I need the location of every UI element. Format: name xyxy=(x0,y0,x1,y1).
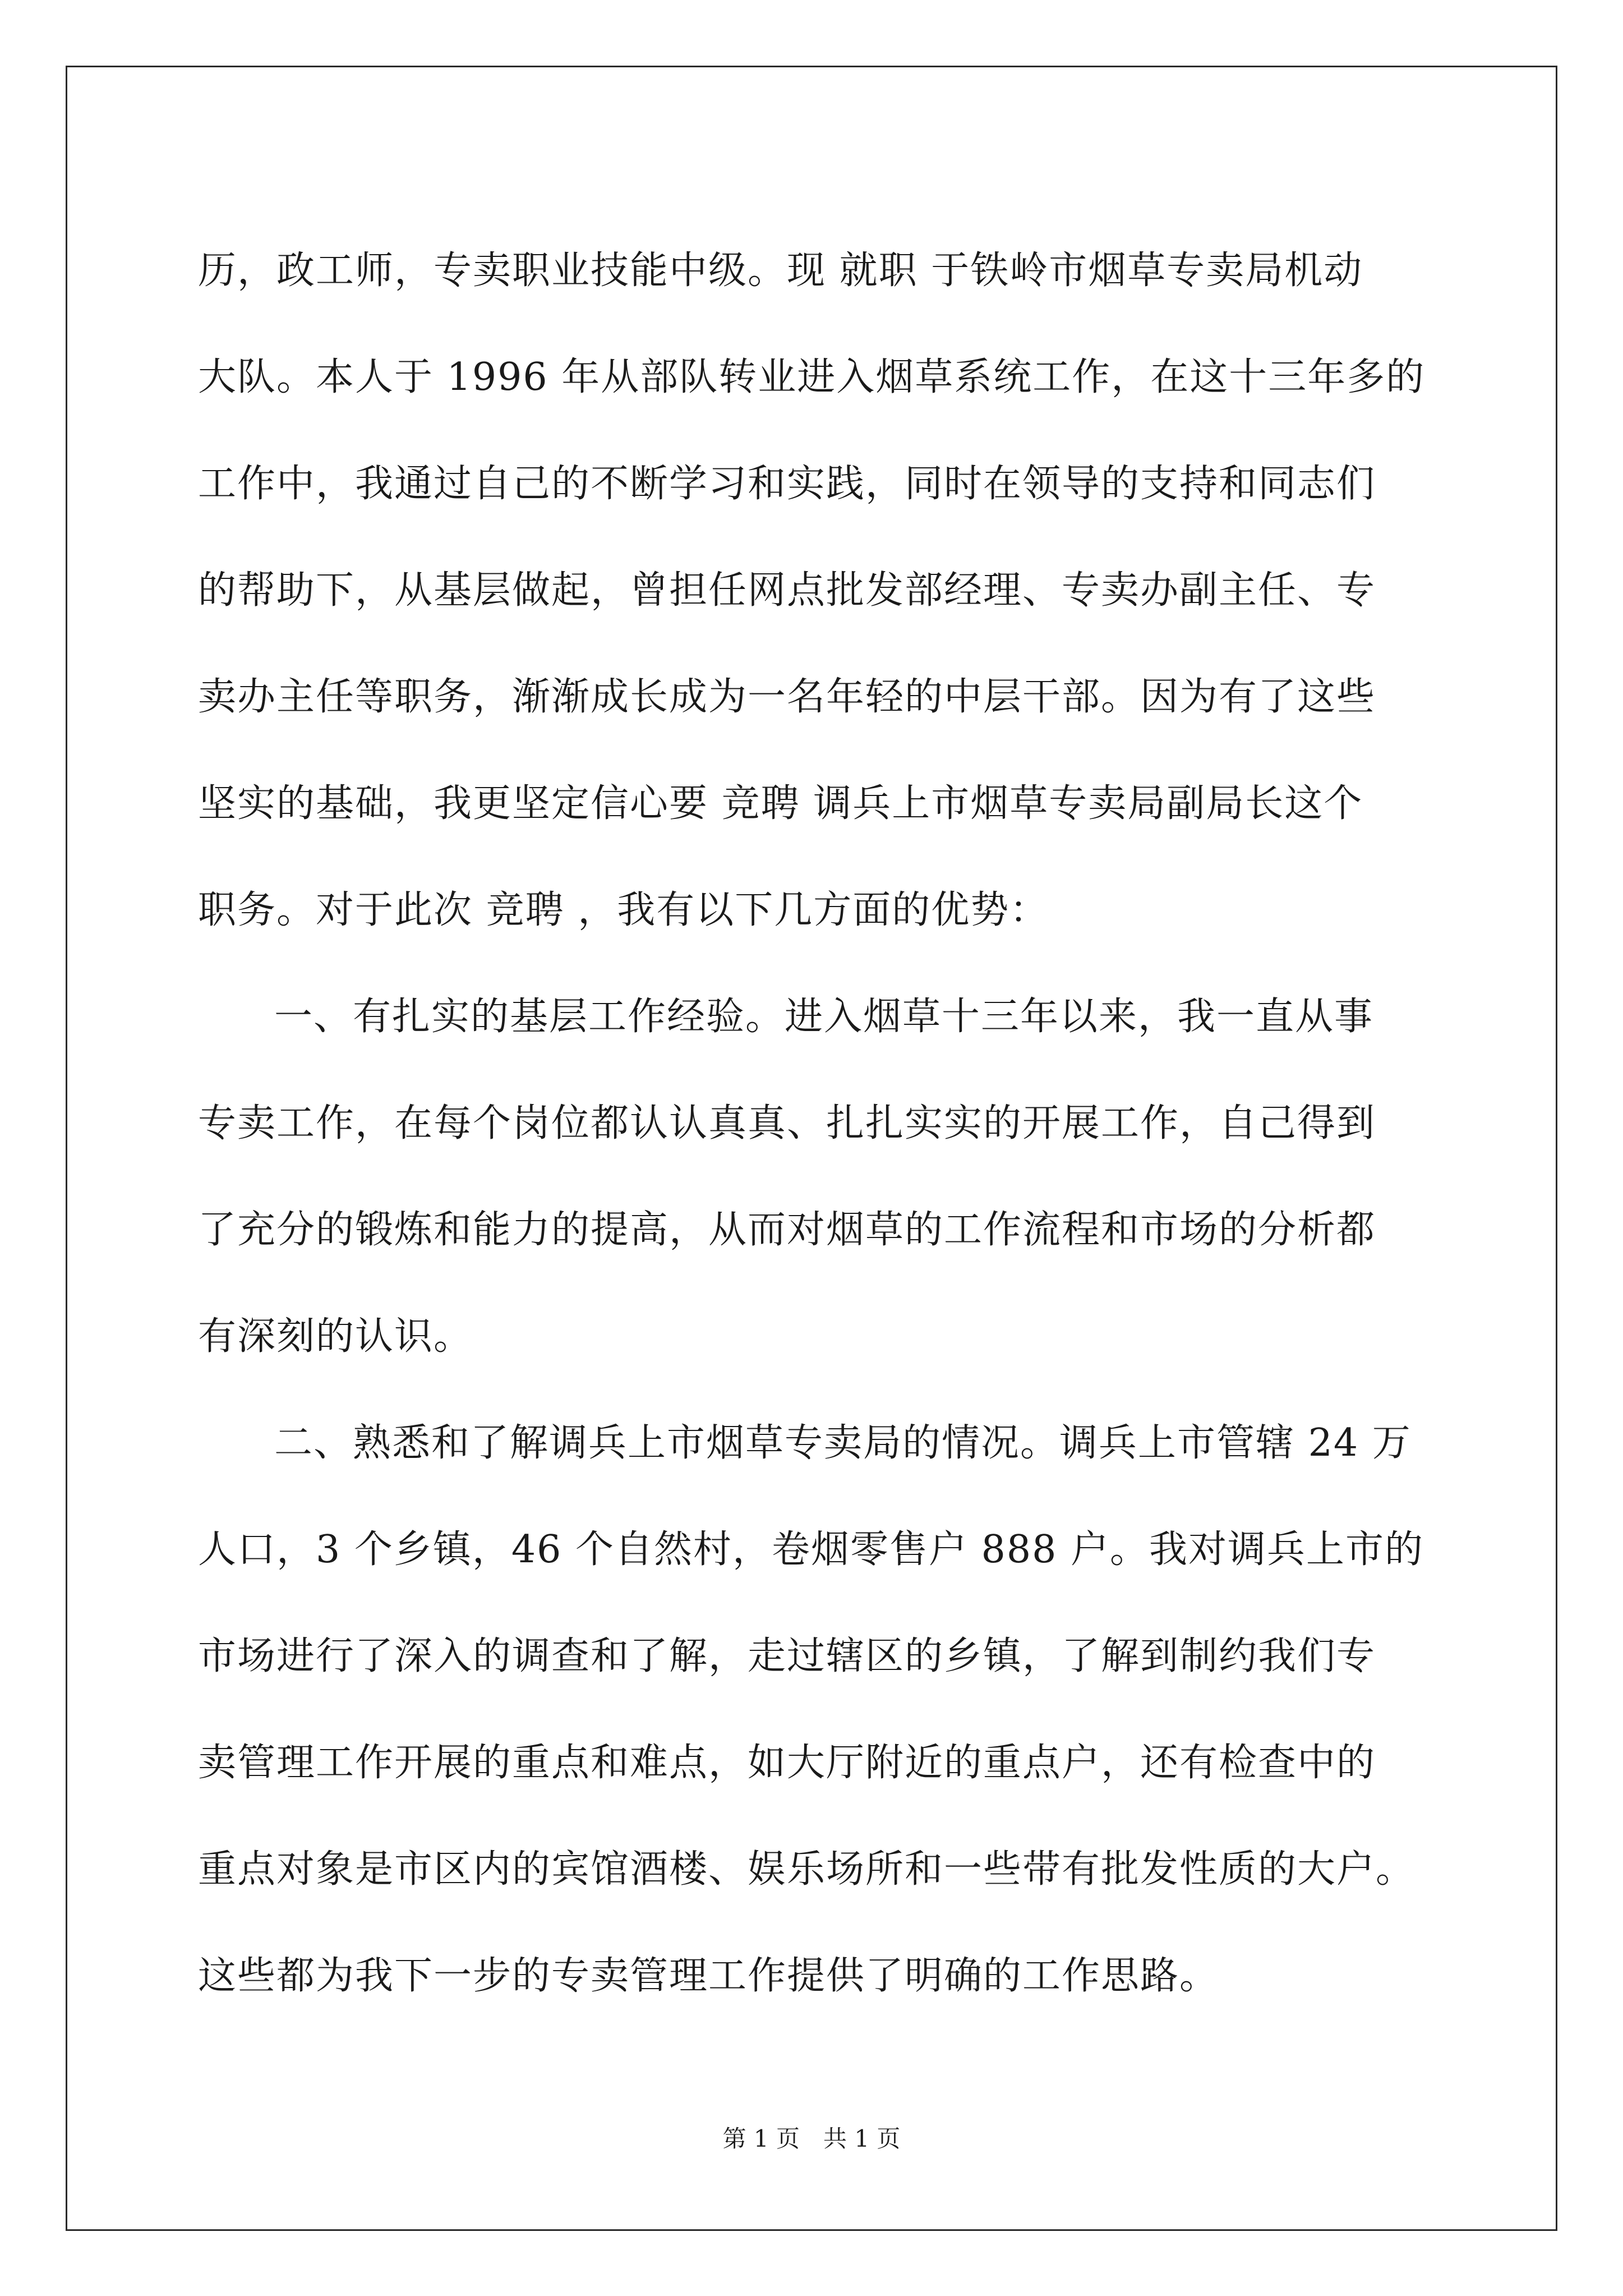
body-line: 了充分的锻炼和能力的提高，从而对烟草的工作流程和市场的分析都 xyxy=(198,1208,1376,1252)
page-footer: 第 1 页 共 1 页 xyxy=(722,2125,901,2152)
body-line: 市场进行了深入的调查和了解，走过辖区的乡镇，了解到制约我们专 xyxy=(198,1634,1376,1678)
body-line: 的帮助下，从基层做起，曾担任网点批发部经理、专卖办副主任、专 xyxy=(198,568,1376,613)
body-line: 重点对象是市区内的宾馆酒楼、娱乐场所和一些带有批发性质的大户。 xyxy=(198,1847,1415,1892)
body-line: 卖管理工作开展的重点和难点，如大厅附近的重点户，还有检查中的 xyxy=(198,1741,1376,1785)
body-line: 坚实的基础，我更坚定信心要 竞聘 调兵上市烟草专卖局副局长这个 xyxy=(198,781,1363,826)
body-line: 历，政工师，专卖职业技能中级。现 就职 于铁岭市烟草专卖局机动 xyxy=(198,249,1363,293)
body-line: 工作中，我通过自己的不断学习和实践，同时在领导的支持和同志们 xyxy=(198,462,1376,506)
paragraph-start-line: 二、熟悉和了解调兵上市烟草专卖局的情况。调兵上市管辖 24 万 xyxy=(274,1421,1412,1465)
body-line: 职务。对于此次 竞聘 ，我有以下几方面的优势： xyxy=(198,888,1049,932)
document-body xyxy=(198,218,1432,2030)
body-line: 人口，3 个乡镇，46 个自然村，卷烟零售户 888 户。我对调兵上市的 xyxy=(198,1527,1424,1572)
body-line: 大队。本人于 1996 年从部队转业进入烟草系统工作，在这十三年多的 xyxy=(198,355,1426,399)
body-line: 有深刻的认识。 xyxy=(198,1314,473,1359)
body-line: 这些都为我下一步的专卖管理工作提供了明确的工作思路。 xyxy=(198,1954,1219,1998)
body-line: 卖办主任等职务，渐渐成长成为一名年轻的中层干部。因为有了这些 xyxy=(198,675,1376,719)
paragraph-start-line: 一、有扎实的基层工作经验。进入烟草十三年以来，我一直从事 xyxy=(274,995,1374,1039)
body-line: 专卖工作，在每个岗位都认认真真、扎扎实实的开展工作，自己得到 xyxy=(198,1101,1376,1145)
